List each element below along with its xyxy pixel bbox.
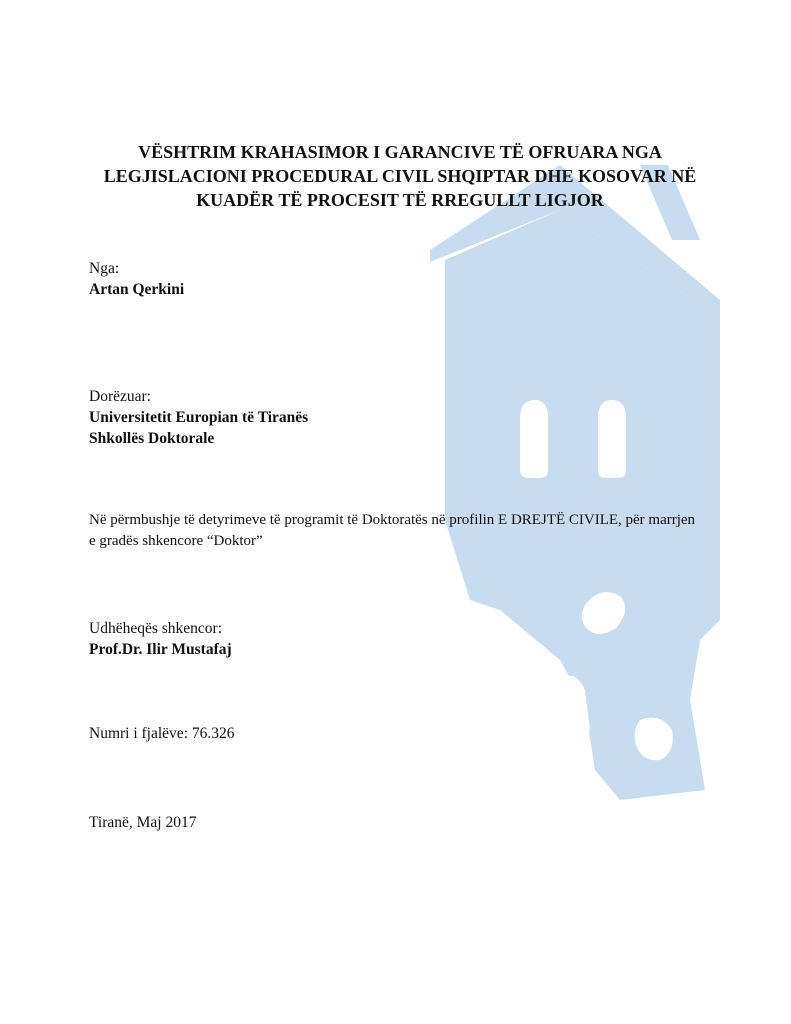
author-label: Nga: — [89, 260, 120, 277]
fulfillment-line-2: e gradës shkencore “Doktor” — [89, 533, 263, 549]
author-name: Artan Qerkini — [89, 281, 185, 298]
supervisor-name: Prof.Dr. Ilir Mustafaj — [89, 641, 232, 658]
thesis-title — [80, 140, 720, 212]
supervisor-block — [89, 618, 232, 660]
word-count: Numri i fjalëve: 76.326 — [89, 725, 235, 742]
submitted-block — [89, 386, 308, 449]
word-count-block — [89, 723, 235, 744]
place-date: Tiranë, Maj 2017 — [89, 814, 197, 831]
fulfillment-block — [89, 510, 695, 552]
author-block — [89, 258, 184, 300]
title-line-1: VËSHTRIM KRAHASIMOR I GARANCIVE TË OFRUARA NGA — [138, 142, 662, 162]
submitted-university: Universitetit Europian të Tiranës — [89, 409, 309, 426]
submitted-label: Dorëzuar: — [89, 388, 151, 405]
title-line-3: KUADËR TË PROCESIT TË RREGULLT LIGJOR — [196, 190, 604, 210]
submitted-school: Shkollës Doktorale — [89, 430, 215, 447]
place-date-block — [89, 812, 197, 833]
title-line-2: LEGJISLACIONI PROCEDURAL CIVIL SHQIPTAR DHE KOSOVAR NË — [103, 166, 697, 186]
fulfillment-line-1: Në përmbushje të detyrimeve të programit të Doktoratës në profilin E DREJTË CIVILE, për marrjen — [89, 512, 696, 528]
supervisor-label: Udhëheqës shkencor: — [89, 620, 222, 637]
